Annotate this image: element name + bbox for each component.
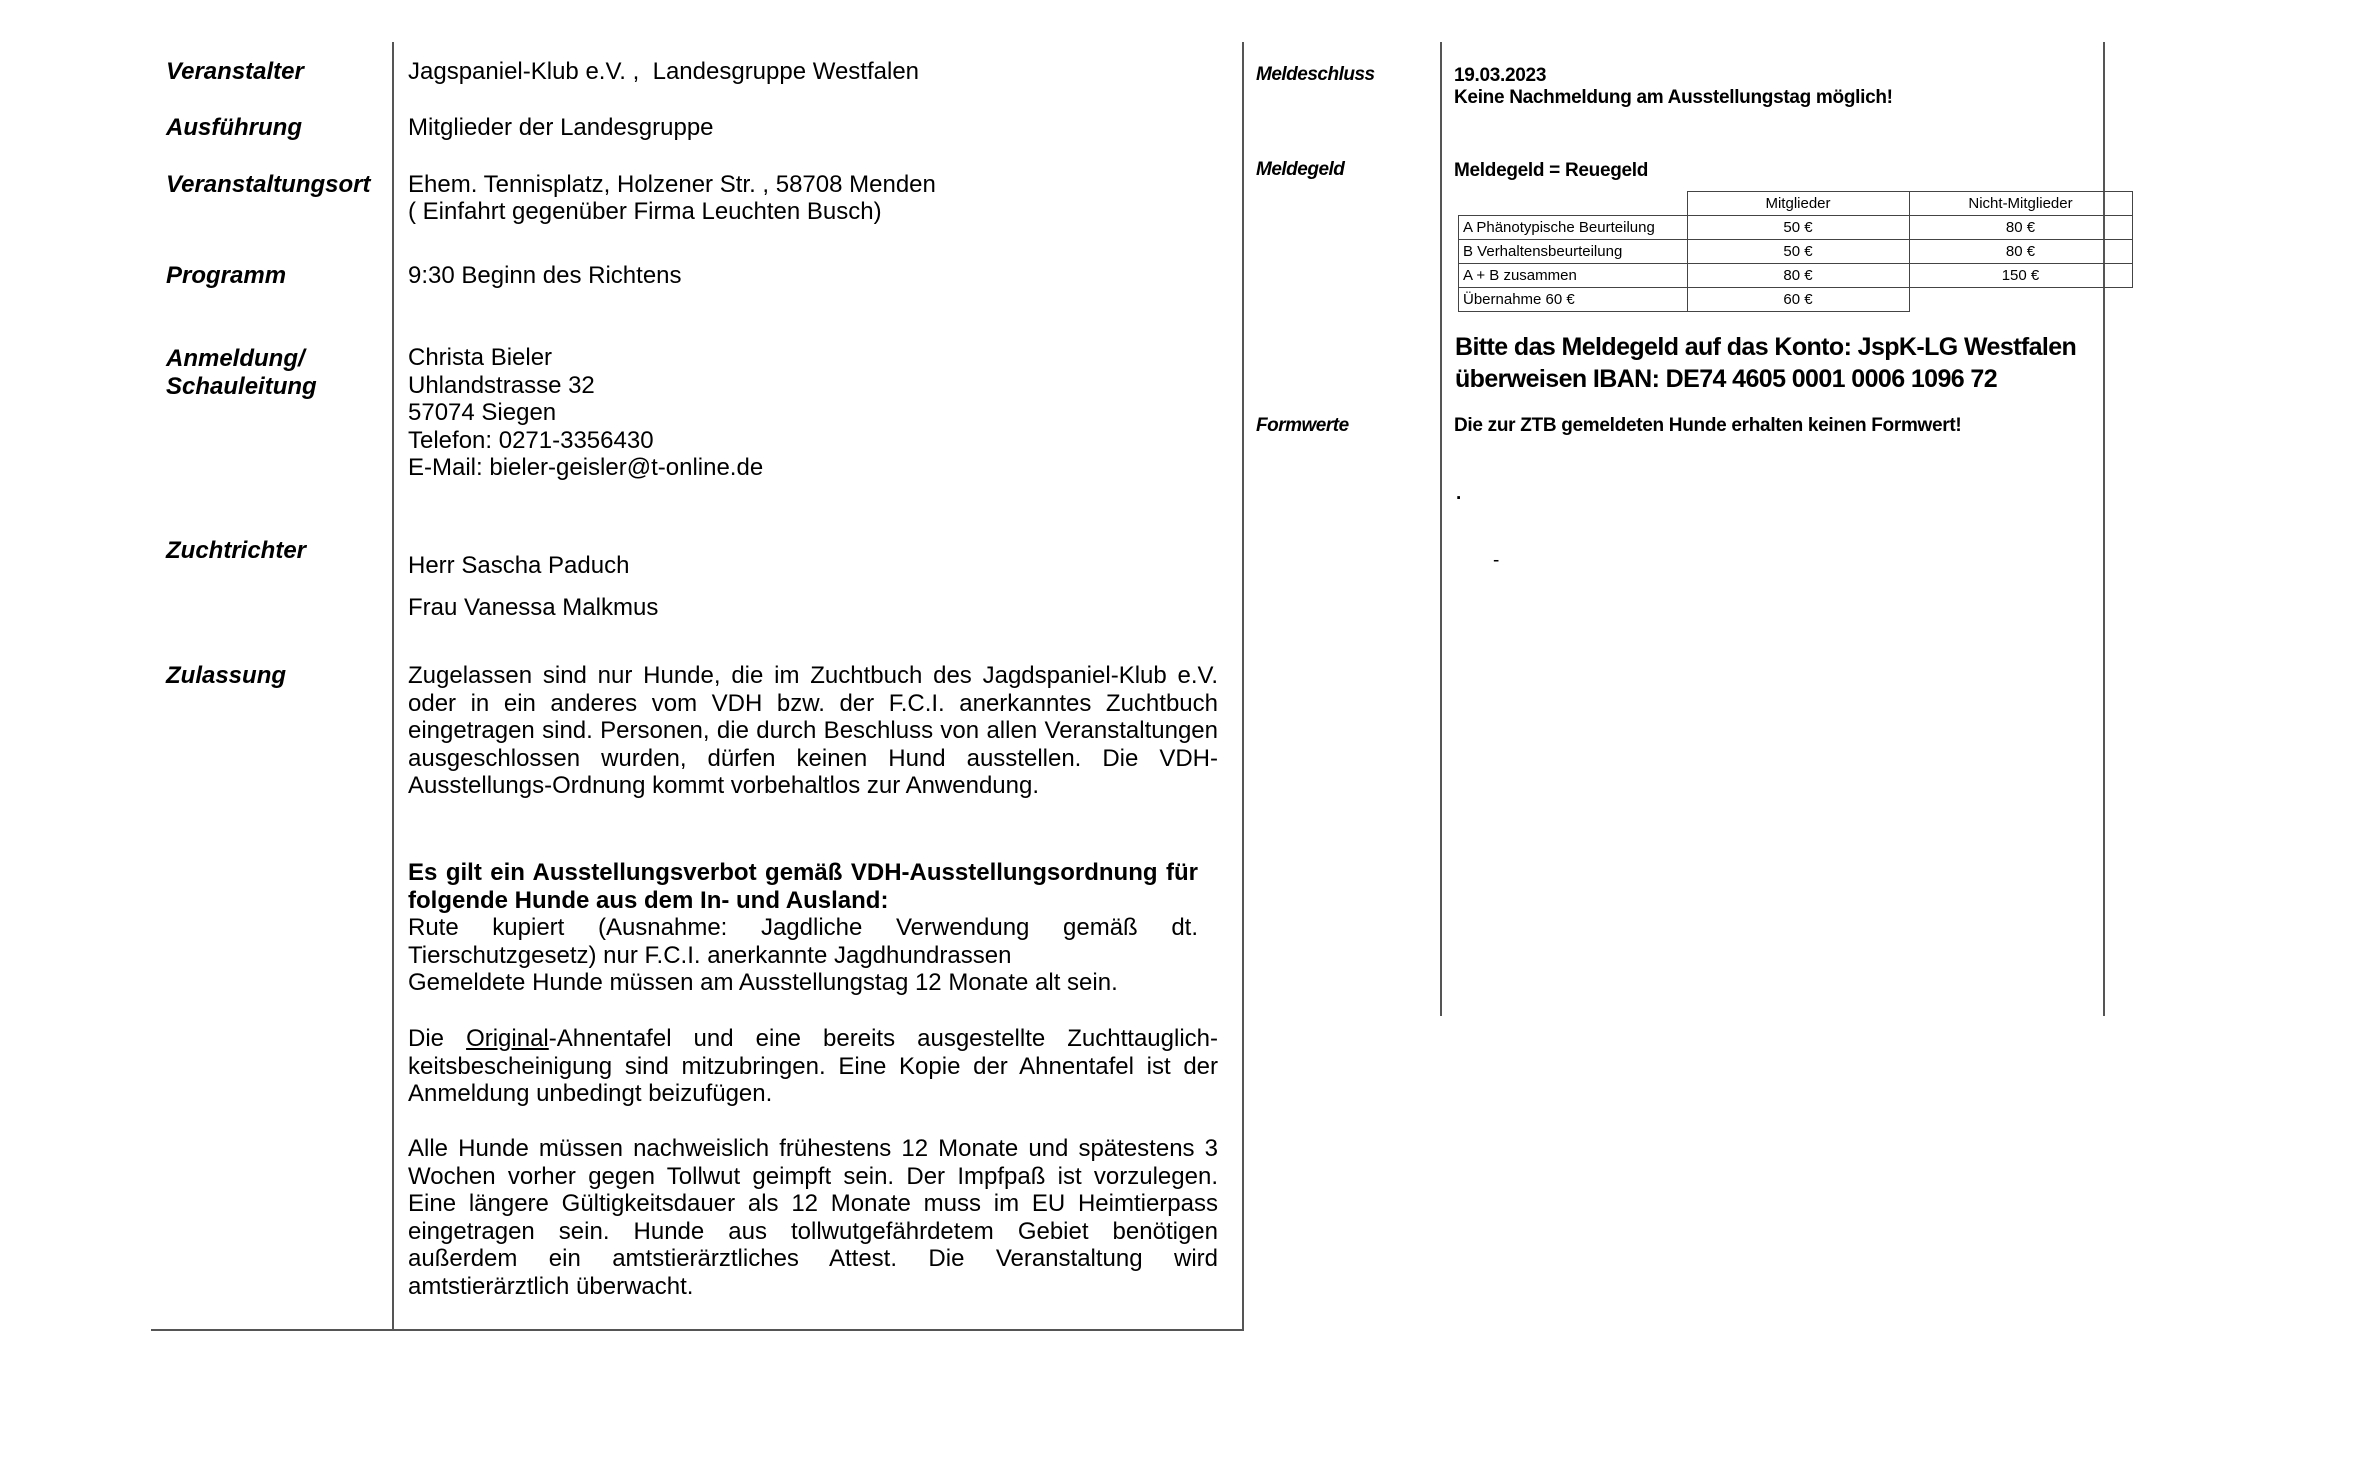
table-row: [1459, 288, 2133, 312]
left-panel-bottom-border: [151, 1329, 1244, 1331]
fee-member: 50 €: [1687, 216, 1909, 240]
meldegeld-heading: Meldegeld = Reuegeld: [1454, 160, 1649, 181]
veranstalter-value: Jagspaniel-Klub e.V. , Landesgruppe Westfalen: [408, 58, 920, 85]
fee-nonmember: 80 €: [1909, 240, 2132, 264]
fee-label: A + B zusammen: [1459, 264, 1688, 288]
veranstaltungsort-line2: ( Einfahrt gegenüber Firma Leuchten Busch): [408, 198, 882, 225]
veranstaltungsort-label: Veranstaltungsort: [166, 171, 371, 198]
bank-line-1: Bitte das Meldegeld auf das Konto: JspK-LG Westfalen: [1455, 333, 2077, 361]
fee-nonmember: 150 €: [1909, 264, 2132, 288]
programm-label: Programm: [166, 262, 287, 289]
ausstellungsverbot-age: Gemeldete Hunde müssen am Ausstellungstag 12 Monate alt sein.: [408, 969, 1118, 996]
p3-original: Original: [466, 1025, 549, 1052]
meldegeld-table: [1458, 191, 2133, 312]
contact-name: Christa Bieler: [408, 344, 553, 371]
meldeschluss-note: Keine Nachmeldung am Ausstellungstag möglich!: [1454, 87, 1893, 108]
anmeldung-label-line1: Anmeldung/: [166, 345, 305, 372]
formwerte-value: Die zur ZTB gemeldeten Hunde erhalten keinen Formwert!: [1454, 415, 1962, 436]
zuchtrichter-label: Zuchtrichter: [166, 537, 307, 564]
zulassung-paragraph-1: Zugelassen sind nur Hunde, die im Zuchtbuch des Jagdspaniel-Klub e.V. oder in ein anderes vom VDH bzw. der F.C.I. anerkanntes Zuchtbuch eingetragen sind. Personen, die durch Beschluss von allen Veranstaltungen ausgeschlossen wurden, dürfen keinen Hund ausstellen. Die VDH-Ausstellungs-Ordnung kommt vorbehaltlos zur Anwendung.: [408, 662, 1218, 799]
fee-member: 80 €: [1687, 264, 1909, 288]
anmeldung-label-line2: Schauleitung: [166, 373, 317, 400]
contact-phone: Telefon: 0271-3356430: [408, 426, 654, 454]
p3-suffix: -Ahnentafel und eine bereits ausgestellte Zuchttauglich-keitsbescheinigung sind mitzubringen. Eine Kopie der Ahnentafel ist der Anmeldung unbedingt beizufügen.: [408, 1025, 1218, 1107]
table-row: [1459, 264, 2133, 288]
stray-dash: -: [1493, 550, 1500, 571]
programm-value: 9:30 Beginn des Richtens: [408, 262, 682, 289]
anmeldung-contact: [408, 344, 763, 482]
fee-member: 50 €: [1687, 240, 1909, 264]
p3-prefix: Die: [408, 1025, 467, 1052]
table-row: [1459, 216, 2133, 240]
ausstellungsverbot-heading: Es gilt ein Ausstellungsverbot gemäß VDH-Ausstellungsordnung für folgende Hunde aus dem In- und Ausland:: [408, 859, 1198, 914]
left-column-divider: [392, 42, 394, 1330]
zulassung-label: Zulassung: [166, 662, 287, 689]
table-row: [1459, 240, 2133, 264]
formwerte-label: Formwerte: [1256, 415, 1349, 436]
zulassung-paragraph-4: Alle Hunde müssen nachweislich frühestens 12 Monate und spätestens 3 Wochen vorher gegen Tollwut geimpft sein. Der Impfpaß ist vorzulegen. Eine längere Gültigkeitsdauer als 12 Monate muss im EU Heimtierpass eingetragen sein. Hunde aus tollwutgefährdetem Gebiet benötigen außerdem ein amtstierärztliches Attest. Die Veranstaltung wird amtstierärztlich überwacht.: [408, 1135, 1218, 1300]
ausfuehrung-value: Mitglieder der Landesgruppe: [408, 114, 714, 141]
contact-street: Uhlandstrasse 32: [408, 371, 595, 399]
right-column-divider: [1440, 42, 1442, 1016]
table-header-mitglieder: Mitglieder: [1687, 192, 1909, 216]
contact-city: 57074 Siegen: [408, 399, 557, 426]
fee-nonmember: 80 €: [1909, 216, 2132, 240]
right-panel-right-border: [2103, 42, 2105, 1016]
bank-line-2: überweisen IBAN: DE74 4605 0001 0006 1096 72: [1455, 365, 1998, 393]
zulassung-paragraph-2: [408, 859, 1218, 997]
zulassung-paragraph-3: [408, 1025, 1218, 1108]
ausstellungsverbot-rule: Rute kupiert (Ausnahme: Jagdliche Verwendung gemäß dt. Tierschutzgesetz) nur F.C.I. anerkannte Jagdhundrassen: [408, 914, 1198, 969]
ausfuehrung-label: Ausführung: [166, 114, 302, 141]
anmeldung-label: [166, 345, 317, 401]
table-header-row: [1459, 192, 2133, 216]
fee-member: 60 €: [1687, 288, 1909, 312]
veranstaltungsort-line1: Ehem. Tennisplatz, Holzener Str. , 58708 Menden: [408, 171, 936, 198]
stray-dot: .: [1456, 483, 1461, 504]
fee-label: Übernahme 60 €: [1459, 288, 1688, 312]
meldegeld-label: Meldegeld: [1256, 159, 1345, 180]
contact-email: E-Mail: bieler-geisler@t-online.de: [408, 454, 764, 481]
left-panel-right-border: [1242, 42, 1244, 1330]
zuchtrichter-judge1: Herr Sascha Paduch: [408, 552, 630, 579]
fee-label: A Phänotypische Beurteilung: [1459, 216, 1688, 240]
fee-label: B Verhaltensbeurteilung: [1459, 240, 1688, 264]
meldeschluss-label: Meldeschluss: [1256, 64, 1375, 85]
fee-nonmember-empty: [1909, 288, 2132, 312]
zuchtrichter-judge2: Frau Vanessa Malkmus: [408, 594, 659, 621]
table-header-empty: [1459, 192, 1688, 216]
veranstalter-label: Veranstalter: [166, 58, 304, 85]
meldeschluss-date: 19.03.2023: [1454, 65, 1547, 86]
table-header-nicht-mitglieder: Nicht-Mitglieder: [1909, 192, 2132, 216]
